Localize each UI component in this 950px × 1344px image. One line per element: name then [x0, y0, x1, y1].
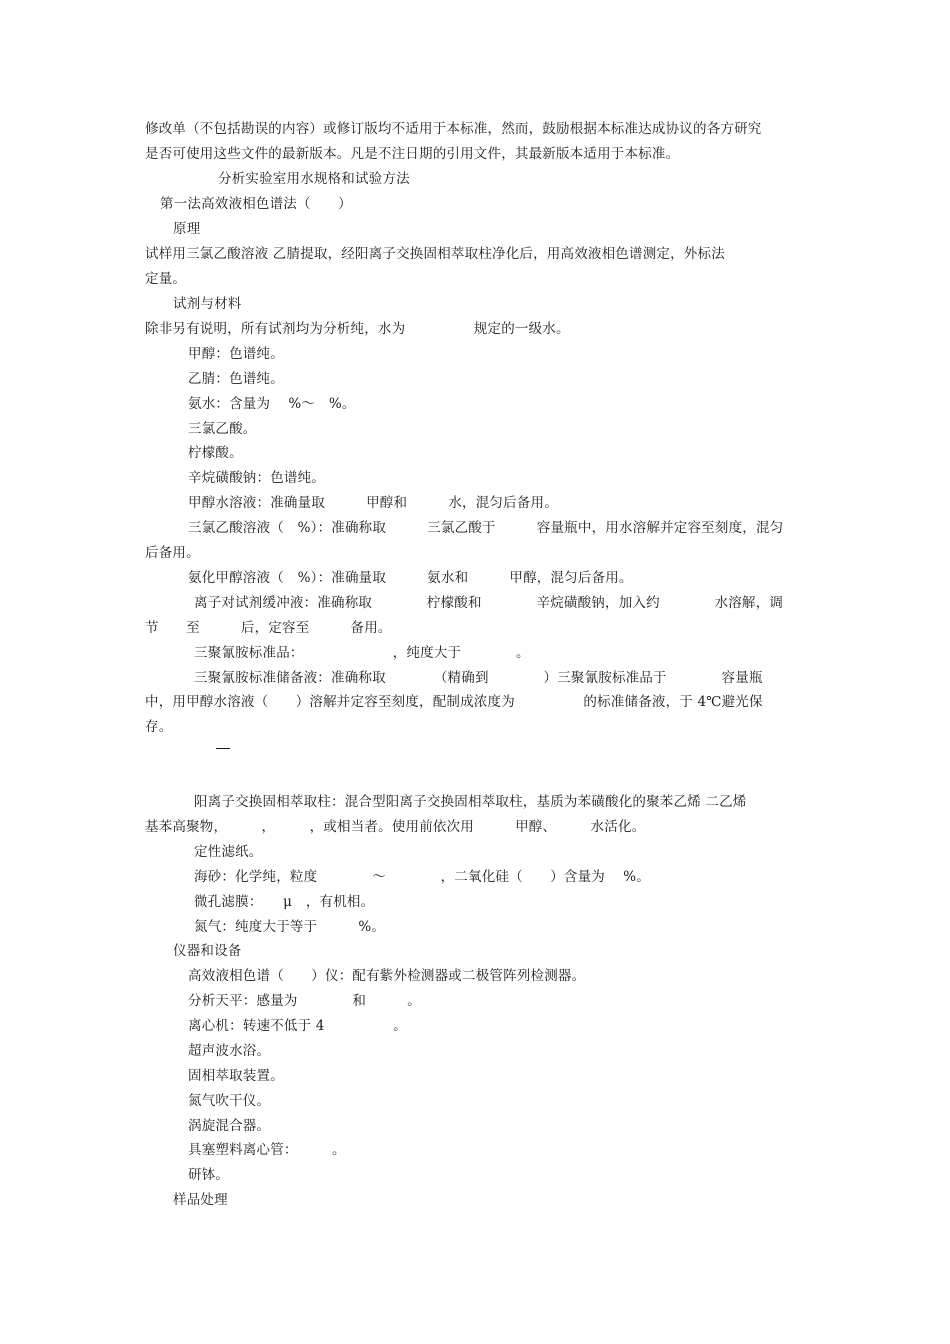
material-item: 氮气：纯度大于等于 %。	[194, 919, 386, 935]
instrument-item: 研钵。	[188, 1167, 230, 1183]
body-text-line: 基苯高聚物， ， ，或相当者。使用前依次用 甲醇、 水活化。	[145, 819, 646, 835]
body-text-line: 试样用三氯乙酸溶液 乙腈提取，经阳离子交换固相萃取柱净化后，用高效液相色谱测定，外标法	[145, 246, 725, 262]
instrument-item: 高效液相色谱（ ）仪：配有紫外检测器或二极管阵列检测器。	[188, 968, 586, 984]
material-item: 海砂：化学纯，粒度 ～ ，二氧化硅（ ）含量为 %。	[194, 869, 650, 885]
body-text-line: 是否可使用这些文件的最新版本。凡是不注日期的引用文件，其最新版本适用于本标准。	[145, 146, 680, 162]
reagent-item: 三氯乙酸溶液（ %）：准确称取 三氯乙酸于 容量瓶中，用水溶解并定容至刻度，混匀	[188, 520, 784, 536]
reagent-item: 氨化甲醇溶液（ %）：准确量取 氨水和 甲醇，混匀后备用。	[188, 570, 633, 586]
reagent-item: 三氯乙酸。	[188, 421, 257, 437]
body-text-line: 定量。	[145, 271, 187, 287]
section-title: 分析实验室用水规格和试验方法	[218, 171, 410, 187]
reagent-item: 甲醇水溶液：准确量取 甲醇和 水，混匀后备用。	[188, 495, 558, 511]
body-text-line: 除非另有说明，所有试剂均为分析纯，水为 规定的一级水。	[145, 321, 570, 337]
body-text-line: 修改单（不包括勘误的内容）或修订版均不适用于本标准，然而，鼓励根据本标准达成协议的各方研究	[145, 121, 762, 137]
instrument-item: 涡旋混合器。	[188, 1118, 271, 1134]
material-item: 微孔滤膜： μ ，有机相。	[194, 894, 375, 910]
reagent-item: 甲醇：色谱纯。	[188, 346, 284, 362]
body-text-line: 节 至 后，定容至 备用。	[145, 620, 392, 636]
reagent-item: 柠檬酸。	[188, 445, 243, 461]
reagent-item: 离子对试剂缓冲液：准确称取 柠檬酸和 辛烷磺酸钠，加入约 水溶解，调	[194, 595, 784, 611]
body-text-line: 存。	[145, 719, 173, 735]
instrument-item: 具塞塑料离心管： 。	[188, 1142, 346, 1158]
instrument-item: 氮气吹干仪。	[188, 1093, 271, 1109]
subheading-sample-processing: 样品处理	[173, 1192, 228, 1208]
material-item: 阳离子交换固相萃取柱：混合型阳离子交换固相萃取柱，基质为苯磺酸化的聚苯乙烯 二乙烯	[194, 794, 747, 810]
instrument-item: 超声波水浴。	[188, 1043, 271, 1059]
subheading-principle: 原理	[173, 221, 201, 237]
separator-dash	[216, 748, 230, 749]
body-text-line: 中，用甲醇水溶液（ ）溶解并定容至刻度，配制成浓度为 的标准储备液，于 4℃避光保	[145, 694, 763, 710]
reagent-item: 乙腈：色谱纯。	[188, 371, 284, 387]
reagent-item: 三聚氰胺标准品： ，纯度大于 。	[194, 645, 530, 661]
reagent-item: 氨水：含量为 %～ %。	[188, 396, 356, 412]
instrument-item: 离心机：转速不低于 4 。	[188, 1018, 407, 1034]
subheading-instruments: 仪器和设备	[173, 943, 242, 959]
subheading-reagents: 试剂与材料	[173, 296, 242, 312]
instrument-item: 分析天平：感量为 和 。	[188, 993, 421, 1009]
method-heading: 第一法高效液相色谱法（ ）	[160, 196, 352, 212]
reagent-item: 辛烷磺酸钠：色谱纯。	[188, 470, 325, 486]
material-item: 定性滤纸。	[194, 844, 263, 860]
reagent-item: 三聚氰胺标准储备液：准确称取 （精确到 ）三聚氰胺标准品于 容量瓶	[194, 670, 763, 686]
body-text-line: 后备用。	[145, 545, 200, 561]
instrument-item: 固相萃取装置。	[188, 1068, 284, 1084]
